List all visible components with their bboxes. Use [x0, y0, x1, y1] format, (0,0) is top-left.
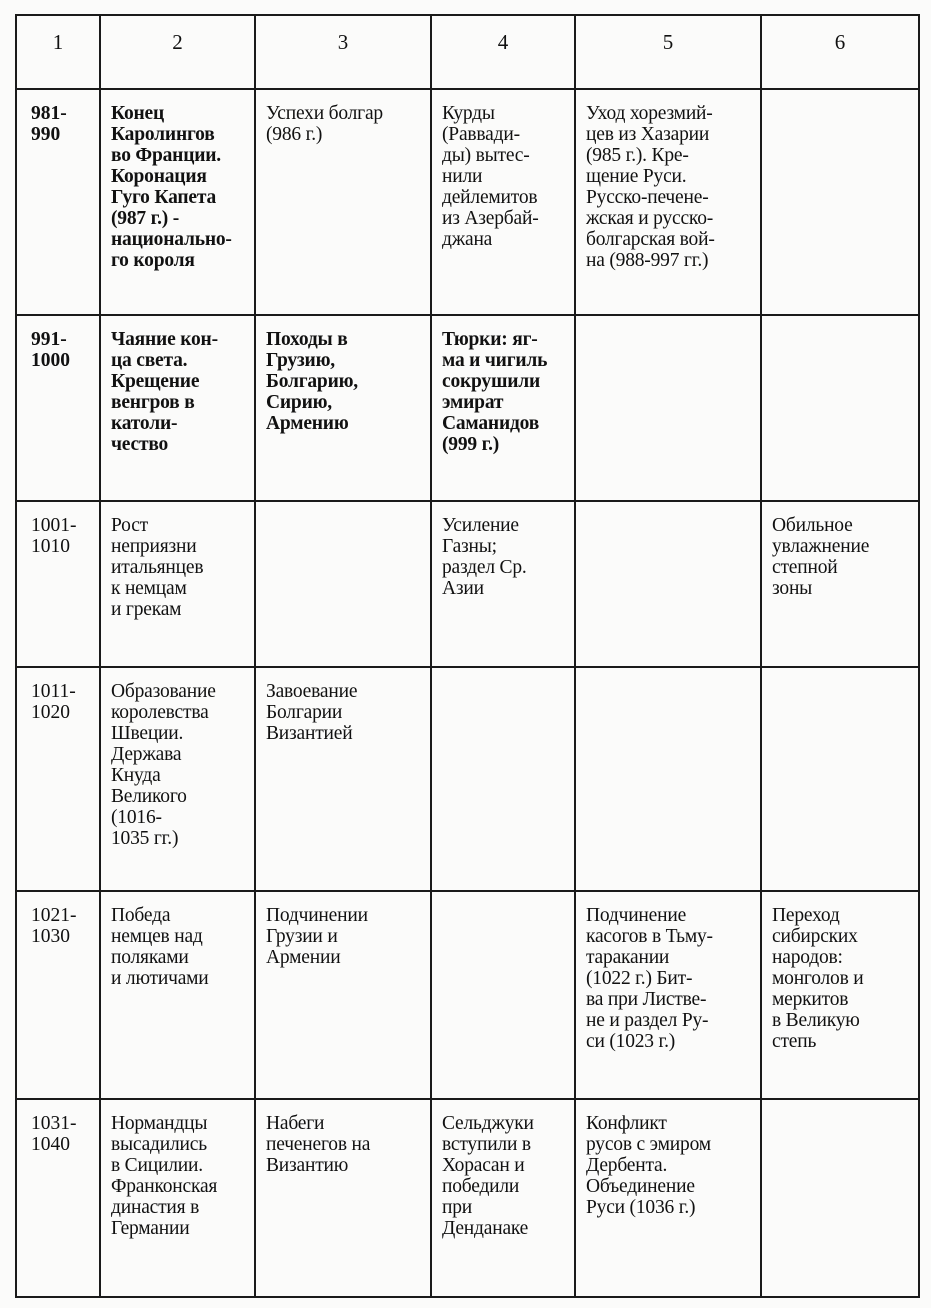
table-row: [16, 315, 919, 501]
table-cell: [431, 891, 575, 1099]
years-cell: [16, 315, 100, 501]
table-cell: [575, 315, 761, 501]
cell-text: Сельджуки вступили в Хорасан и победили при Денданаке: [442, 1113, 534, 1239]
table-row: [16, 89, 919, 315]
chronology-table: [15, 14, 920, 1298]
years-text: 1001- 1010: [31, 515, 77, 557]
header-cell-1: 1: [16, 15, 100, 89]
cell-text: Успехи болгар (986 г.): [266, 103, 383, 145]
table-cell: [431, 667, 575, 891]
table-cell: [431, 315, 575, 501]
table-cell: [761, 667, 919, 891]
years-cell: [16, 1099, 100, 1297]
table-cell: [255, 501, 431, 667]
cell-text: [576, 502, 760, 515]
table-cell: [575, 501, 761, 667]
cell-text: Рост неприязни итальянцев к немцам и грекам: [111, 515, 204, 620]
table-cell: [761, 315, 919, 501]
cell-text: Походы в Грузию, Болгарию, Сирию, Армению: [266, 329, 358, 434]
table-cell: [431, 1099, 575, 1297]
cell-text: Победа немцев над поляками и лютичами: [111, 905, 209, 989]
table-cell: [100, 1099, 255, 1297]
table-row: [16, 667, 919, 891]
years-cell: [16, 667, 100, 891]
cell-text: Образование королевства Швеции. Держава Кнуда Великого (1016- 1035 гг.): [111, 681, 216, 849]
table-cell: [575, 1099, 761, 1297]
years-cell: [16, 501, 100, 667]
table-cell: [761, 891, 919, 1099]
cell-text: [576, 316, 760, 329]
table-cell: [255, 89, 431, 315]
cell-text: Завоевание Болгарии Византией: [266, 681, 358, 744]
cell-text: Набеги печенегов на Византию: [266, 1113, 371, 1176]
table-cell: [761, 501, 919, 667]
years-text: 991- 1000: [31, 329, 70, 371]
cell-text: [576, 668, 760, 681]
cell-text: Конфликт русов с эмиром Дербента. Объединение Руси (1036 г.): [586, 1113, 711, 1218]
table-cell: [100, 891, 255, 1099]
years-text: 981- 990: [31, 103, 67, 145]
cell-text: Конец Каролингов во Франции. Коронация Гуго Капета (987 г.) - национально- го короля: [111, 103, 232, 271]
table-row: [16, 501, 919, 667]
table-cell: [255, 891, 431, 1099]
table-cell: [431, 89, 575, 315]
table-cell: [431, 501, 575, 667]
cell-text: Подчинение касогов в Тьму- таракании (1022 г.) Бит- ва при Листве- не и раздел Ру- си (1023 г.): [586, 905, 713, 1052]
cell-text: [432, 668, 574, 681]
cell-text: Усиление Газны; раздел Ср. Азии: [442, 515, 527, 599]
table-row: [16, 1099, 919, 1297]
table-cell: [761, 89, 919, 315]
cell-text: Нормандцы высадились в Сицилии. Франконская династия в Германии: [111, 1113, 218, 1239]
years-cell: [16, 89, 100, 315]
header-cell-3: 3: [255, 15, 431, 89]
cell-text: [256, 502, 430, 515]
cell-text: Чаяние кон- ца света. Крещение венгров в католи- чество: [111, 329, 218, 455]
cell-text: Тюрки: яг- ма и чигиль сокрушили эмират Саманидов (999 г.): [442, 329, 548, 455]
cell-text: Подчинении Грузии и Армении: [266, 905, 368, 968]
cell-text: [762, 90, 918, 103]
table-cell: [255, 1099, 431, 1297]
table-cell: [100, 315, 255, 501]
years-cell: [16, 891, 100, 1099]
cell-text: Уход хорезмий- цев из Хазарии (985 г.). Кре- щение Руси. Русско-печене- жская и русско- болгарская вой- на (988-997 гг.): [586, 103, 715, 271]
table-cell: [575, 891, 761, 1099]
header-row: [16, 15, 919, 89]
years-text: 1031- 1040: [31, 1113, 77, 1155]
cell-text: Обильное увлажнение степной зоны: [772, 515, 870, 599]
years-text: 1021- 1030: [31, 905, 77, 947]
table-cell: [100, 501, 255, 667]
cell-text: [762, 1100, 918, 1113]
header-cell-2: 2: [100, 15, 255, 89]
years-text: 1011- 1020: [31, 681, 76, 723]
cell-text: [762, 316, 918, 329]
table-cell: [575, 89, 761, 315]
table-cell: [100, 667, 255, 891]
table-cell: [255, 667, 431, 891]
cell-text: [432, 892, 574, 905]
cell-text: Переход сибирских народов: монголов и меркитов в Великую степь: [772, 905, 864, 1052]
header-cell-6: 6: [761, 15, 919, 89]
table-row: [16, 891, 919, 1099]
header-cell-5: 5: [575, 15, 761, 89]
cell-text: [762, 668, 918, 681]
table-cell: [255, 315, 431, 501]
cell-text: Курды (Раввади- ды) вытес- нили дейлемитов из Азербай- джана: [442, 103, 539, 250]
table-cell: [575, 667, 761, 891]
table-cell: [761, 1099, 919, 1297]
header-cell-4: 4: [431, 15, 575, 89]
table-cell: [100, 89, 255, 315]
